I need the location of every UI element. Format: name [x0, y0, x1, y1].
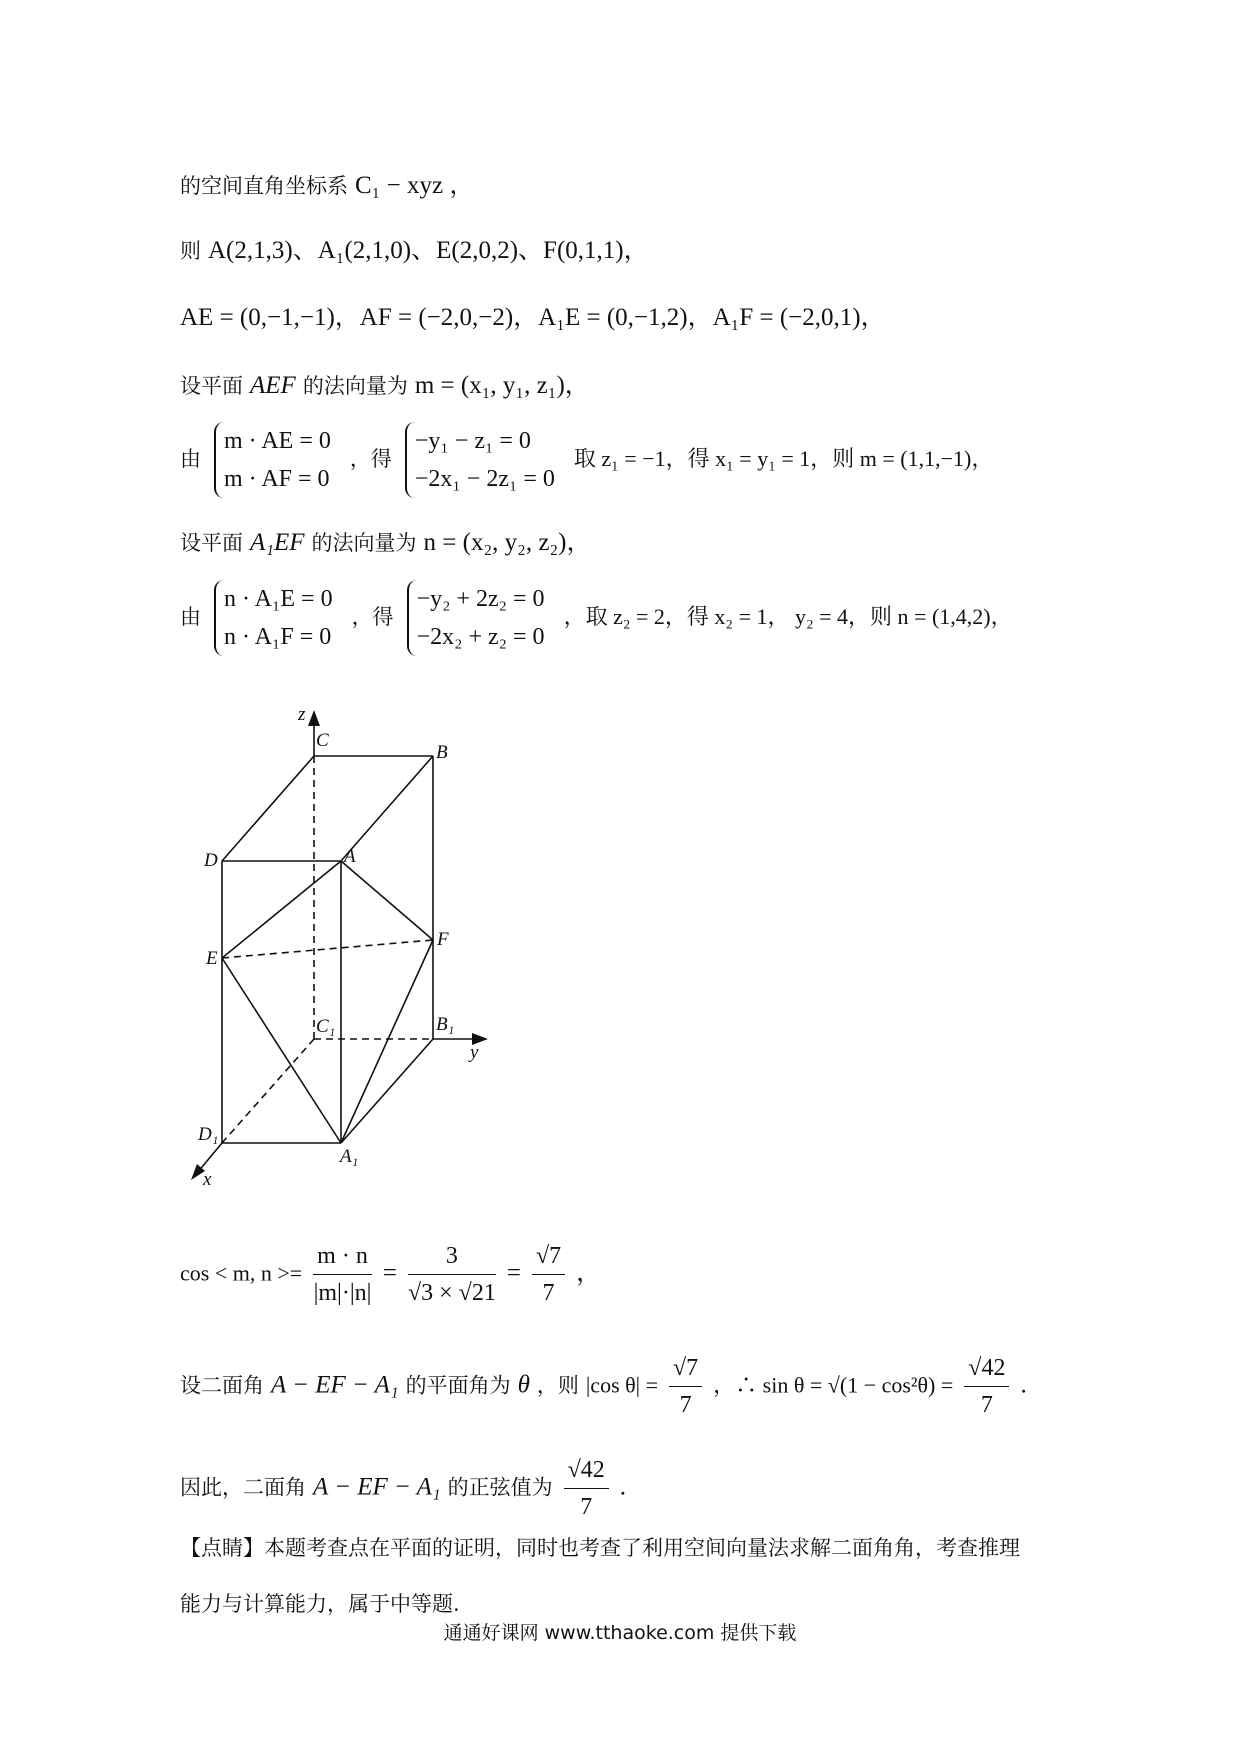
note-line-2: 能力与计算能力，属于中等题. — [180, 1592, 460, 1616]
normal-m-def: m = (x₁, y₁, z₁)， — [414, 372, 590, 399]
edge-e-f-hidden — [222, 940, 433, 958]
label-d: D — [204, 850, 218, 871]
label-e: E — [206, 948, 218, 969]
edge-e-a1 — [222, 958, 341, 1143]
edge-b1-a1 — [341, 1039, 433, 1143]
system-n-conditions: n · A₁E = 0 n · A₁F = 0 — [214, 580, 339, 656]
line-system-m: 由 m · AE = 0 m · AF = 0 ，得 −y₁ − z₁ = 0 −2x₁ − 2z₁ = 0 取 z₁ = −1，得 x₁ = y₁ = 1，则 m = (1,1,−1)， — [180, 422, 993, 498]
line-vectors — [180, 297, 886, 333]
geometry-figure — [180, 695, 500, 1195]
fraction-abs-cos: $\frac{√7}{7}$ — [669, 1350, 702, 1423]
edge-f-a1 — [341, 940, 433, 1143]
conclusion-expr: A − EF − A₁ — [313, 1473, 441, 1501]
fraction-sin: $\frac{√42}{7}$ — [964, 1350, 1009, 1423]
fraction-root7-over-7: $\frac{√7}{7}$ — [532, 1238, 565, 1311]
plane-name: AEF — [250, 372, 296, 399]
solution-n: ，取 z₂ = 2，得 x₂ = 1， y₂ = 4，则 n = (1,4,2)， — [563, 604, 1013, 629]
label-z: z — [298, 704, 306, 725]
line-system-n: 由 n · A₁E = 0 n · A₁F = 0 ，得 −y₂ + 2z₂ = 0 −2x₂ + z₂ = 0 ，取 z₂ = 2，得 x₂ = 1， y₂ = 4，则 n = (1,4,2)， — [180, 580, 1013, 656]
fraction-dot-over-norms: $\frac{m \cdot n}{|m|\cdot|n|}$ — [313, 1238, 372, 1311]
label-b: B — [436, 742, 448, 763]
label-a1: A₁ — [340, 1146, 359, 1167]
label-x: x — [203, 1169, 212, 1190]
line-normal-n: 设平面 A₁EF 的法向量为 n = (x₂, y₂, z₂)， — [180, 529, 592, 556]
label-f: F — [437, 929, 449, 950]
system-m-conditions: m · AE = 0 m · AF = 0 — [214, 422, 337, 498]
label-b1: B₁ — [436, 1014, 455, 1035]
vector-list: AE = (0,−1,−1)，AF = (−2,0,−2)，A₁E = (0,−1,2)，A₁F = (−2,0,1)， — [180, 304, 886, 331]
system-m-equations: −y₁ − z₁ = 0 −2x₁ − 2z₁ = 0 — [405, 422, 561, 498]
fraction-3-over-roots: $\frac{3}{√3 \times √21}$ — [408, 1238, 496, 1311]
edge-c1-d1-hidden — [222, 1039, 314, 1143]
footer-source: 通通好课网 www.tthaoke.com 提供下载 — [443, 1622, 797, 1644]
label-c1: C₁ — [316, 1016, 336, 1037]
line-coordinate-system: 的空间直角坐标系 C₁ − xyz ， — [180, 172, 475, 199]
line-normal-m: 设平面 AEF 的法向量为 m = (x₁, y₁, z₁)， — [180, 372, 590, 399]
line-point-coordinates: 则 A(2,1,3)、A₁(2,1,0)、E(2,0,2)、F(0,1,1)， — [180, 237, 649, 264]
fraction-answer: $\frac{√42}{7}$ — [564, 1452, 609, 1525]
coordinate-system-expr: C₁ − xyz ， — [355, 172, 475, 199]
z-axis-arrow-icon — [308, 710, 320, 726]
dihedral-expr: A − EF − A₁ — [271, 1371, 399, 1399]
label-a: A — [344, 846, 356, 867]
plane-name: A₁EF — [250, 529, 305, 556]
label-c: C — [316, 730, 329, 751]
line-conclusion: 因此，二面角 A − EF − A₁ 的正弦值为 $\frac{√42}{7}$ . — [180, 1452, 626, 1525]
edge-e-a — [222, 861, 341, 958]
line-dihedral: 设二面角 A − EF − A₁ 的平面角为 θ ，则 |cos θ| = $\frac{√7}{7}$ ，∴ sin θ = √(1 − cos²θ) = $\frac{√42}{7}$ . — [180, 1350, 1027, 1423]
edge-a-f — [341, 861, 433, 940]
note-line-1: 【点睛】本题考查点在平面的证明，同时也考查了利用空间向量法求解二面角角，考查推理 — [180, 1536, 1020, 1560]
label-d1: D₁ — [198, 1124, 219, 1145]
point-coordinates: A(2,1,3)、A₁(2,1,0)、E(2,0,2)、F(0,1,1)， — [208, 237, 649, 264]
solution-m: 取 z₁ = −1，得 x₁ = y₁ = 1，则 m = (1,1,−1)， — [573, 446, 994, 471]
normal-n-def: n = (x₂, y₂, z₂)， — [423, 529, 592, 556]
line-cos-mn: cos < m, n >= $\frac{m \cdot n}{|m|\cdot|n|}$ = $\frac{3}{√3 \times √21}$ = $\frac{√7}{7}$ ， — [180, 1238, 601, 1311]
label-y: y — [470, 1042, 479, 1063]
system-n-equations: −y₂ + 2z₂ = 0 −2x₂ + z₂ = 0 — [407, 580, 551, 656]
edge-d-c — [222, 756, 314, 861]
